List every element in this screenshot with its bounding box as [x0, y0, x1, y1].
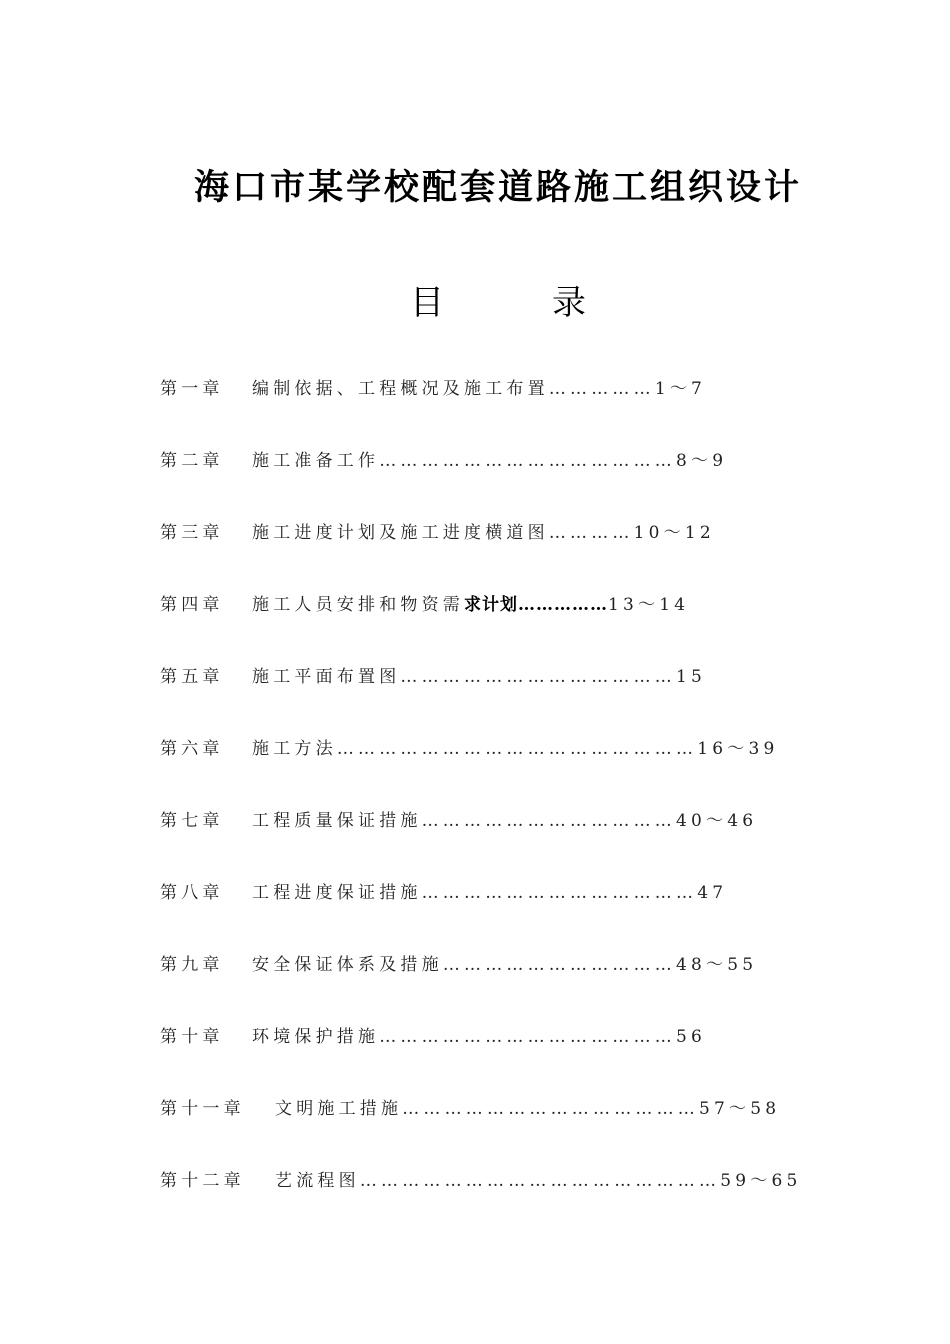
toc-chapter-title: 施工平面布置图	[252, 667, 401, 687]
toc-heading-char-2: 录	[552, 283, 586, 323]
toc-leader-dots: ………………………………	[421, 811, 677, 831]
toc-chapter-title: 安全保证体系及措施	[252, 955, 443, 975]
toc-chapter-number: 第十一章	[160, 1099, 245, 1119]
toc-leader-dots: …………………………………	[400, 667, 677, 687]
toc-page-range: 15	[676, 667, 707, 687]
toc-chapter-number: 第九章	[160, 955, 224, 975]
toc-chapter-number: 第七章	[160, 811, 224, 831]
toc-entry-1[interactable]	[160, 371, 800, 443]
table-of-contents	[160, 371, 800, 1235]
toc-page-range: 47	[697, 883, 728, 903]
toc-entry-2[interactable]	[160, 443, 800, 515]
toc-leader-dots: ……………	[518, 595, 608, 615]
toc-entry-8[interactable]	[160, 875, 800, 947]
toc-chapter-number: 第三章	[160, 523, 224, 543]
toc-page-range: 56	[676, 1027, 707, 1047]
toc-chapter-title: 施工准备工作	[252, 451, 380, 471]
toc-leader-dots: …………………………………	[421, 883, 698, 903]
toc-chapter-number: 第五章	[160, 667, 224, 687]
toc-heading-char-1: 目	[410, 283, 444, 323]
toc-page-range: 59～65	[720, 1171, 802, 1191]
toc-leader-dots: ……………	[548, 379, 655, 399]
toc-page-range: 57～58	[699, 1099, 781, 1119]
toc-page-range: 13～14	[608, 595, 690, 615]
toc-entry-5[interactable]	[160, 659, 800, 731]
toc-entry-10[interactable]	[160, 1019, 800, 1091]
toc-page-range: 1～7	[654, 379, 707, 399]
toc-leader-dots: ……………………………………………	[336, 739, 698, 759]
toc-leader-dots: ……………………………………	[379, 451, 677, 471]
toc-chapter-number: 第八章	[160, 883, 224, 903]
toc-chapter-title: 文明施工措施	[275, 1099, 403, 1119]
toc-entry-4[interactable]	[160, 587, 800, 659]
toc-chapter-title: 工程进度保证措施	[252, 883, 422, 903]
toc-chapter-title: 施工方法	[252, 739, 337, 759]
toc-page-range: 16～39	[697, 739, 779, 759]
toc-leader-dots: …………	[548, 523, 634, 543]
toc-heading	[0, 280, 950, 326]
toc-chapter-title: 工程质量保证措施	[252, 811, 422, 831]
toc-chapter-number: 第十章	[160, 1027, 224, 1047]
toc-chapter-title: 施工人员安排和物资需	[252, 595, 464, 615]
toc-entry-9[interactable]	[160, 947, 800, 1019]
toc-chapter-number: 第六章	[160, 739, 224, 759]
toc-chapter-number: 第十二章	[160, 1171, 245, 1191]
toc-entry-3[interactable]	[160, 515, 800, 587]
toc-entry-6[interactable]	[160, 731, 800, 803]
toc-entry-12[interactable]	[160, 1163, 800, 1235]
toc-page-range: 8～9	[676, 451, 728, 471]
toc-chapter-number: 第二章	[160, 451, 224, 471]
toc-entry-11[interactable]	[160, 1091, 800, 1163]
toc-leader-dots: ……………………………………………	[359, 1171, 721, 1191]
toc-chapter-title: 艺流程图	[275, 1171, 360, 1191]
toc-chapter-title: 施工进度计划及施工进度横道图	[252, 523, 549, 543]
toc-chapter-number: 第一章	[160, 379, 224, 399]
toc-leader-dots: ……………………………………	[379, 1027, 677, 1047]
toc-page-range: 10～12	[633, 523, 715, 543]
toc-chapter-title: 环境保护措施	[252, 1027, 380, 1047]
document-title: 海口市某学校配套道路施工组织设计	[193, 167, 802, 208]
toc-chapter-number: 第四章	[160, 595, 224, 615]
toc-leader-dots: ……………………………………	[402, 1099, 700, 1119]
toc-chapter-title-bold: 求计划	[464, 595, 518, 615]
toc-page-range: 40～46	[676, 811, 758, 831]
toc-leader-dots: ……………………………	[442, 955, 677, 975]
toc-chapter-title: 编制依据、工程概况及施工布置	[252, 379, 549, 399]
toc-entry-7[interactable]	[160, 803, 800, 875]
toc-page-range: 48～55	[676, 955, 758, 975]
